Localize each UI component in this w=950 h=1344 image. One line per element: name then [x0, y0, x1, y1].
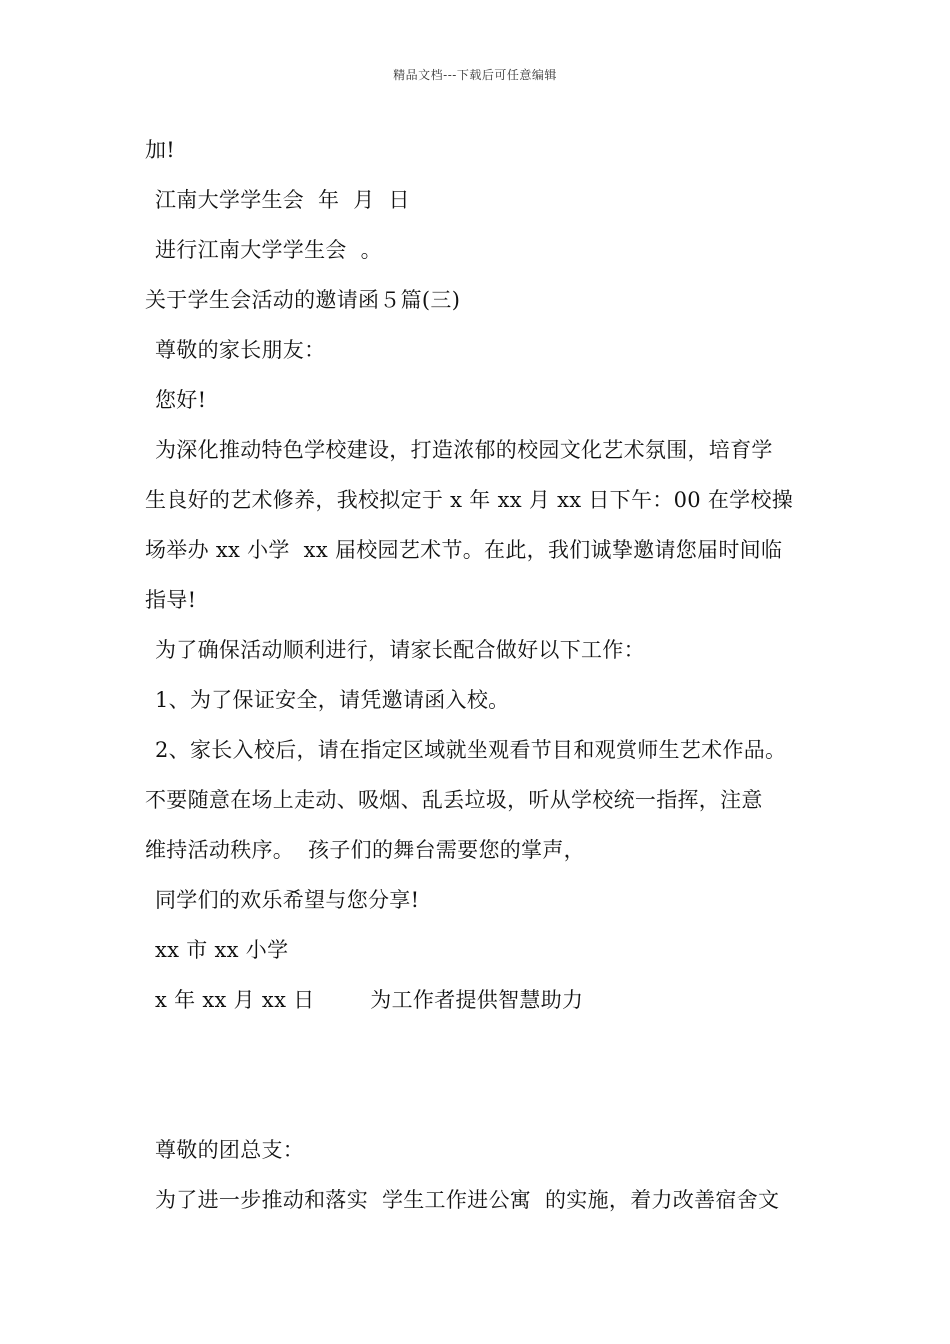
text-line: 江南大学学生会 年 月 日 [155, 188, 410, 212]
text-line: 进行江南大学学生会 。 [155, 238, 382, 262]
text-line: 指导! [145, 588, 197, 612]
text-line: 同学们的欢乐希望与您分享! [155, 888, 420, 912]
text-line: 您好! [155, 388, 207, 412]
text-line: 为深化推动特色学校建设，打造浓郁的校园文化艺术氛围，培育学 [155, 438, 773, 462]
text-line: 生良好的艺术修养，我校拟定于 x 年 xx 月 xx 日下午：00 在学校操 [145, 488, 794, 512]
text-line: xx 市 xx 小学 [155, 938, 289, 962]
text-line: 2、家长入校后，请在指定区域就坐观看节目和观赏师生艺术作品。 [155, 738, 787, 762]
text-line: 为了确保活动顺利进行，请家长配合做好以下工作： [155, 638, 645, 662]
section-title: 关于学生会活动的邀请函５篇(三) [145, 288, 461, 312]
text-line: 尊敬的家长朋友： [155, 338, 326, 362]
text-line: 场举办 xx 小学 xx 届校园艺术节。在此，我们诚挚邀请您届时间临 [145, 538, 783, 562]
text-line: 不要随意在场上走动、吸烟、乱丢垃圾，听从学校统一指挥，注意 [145, 788, 763, 812]
text-line: 为了进一步推动和落实 学生工作进公寓 的实施，着力改善宿舍文 [155, 1188, 780, 1212]
text-line: 维持活动秩序。 孩子们的舞台需要您的掌声， [145, 838, 585, 862]
text-line: 尊敬的团总支： [155, 1138, 305, 1162]
text-line: 加! [145, 138, 176, 162]
text-line: 1、为了保证安全，请凭邀请函入校。 [155, 688, 510, 712]
page-header: 精品文档---下载后可任意编辑 [393, 68, 557, 82]
text-line: x 年 xx 月 xx 日 为工作者提供智慧助力 [155, 988, 584, 1012]
